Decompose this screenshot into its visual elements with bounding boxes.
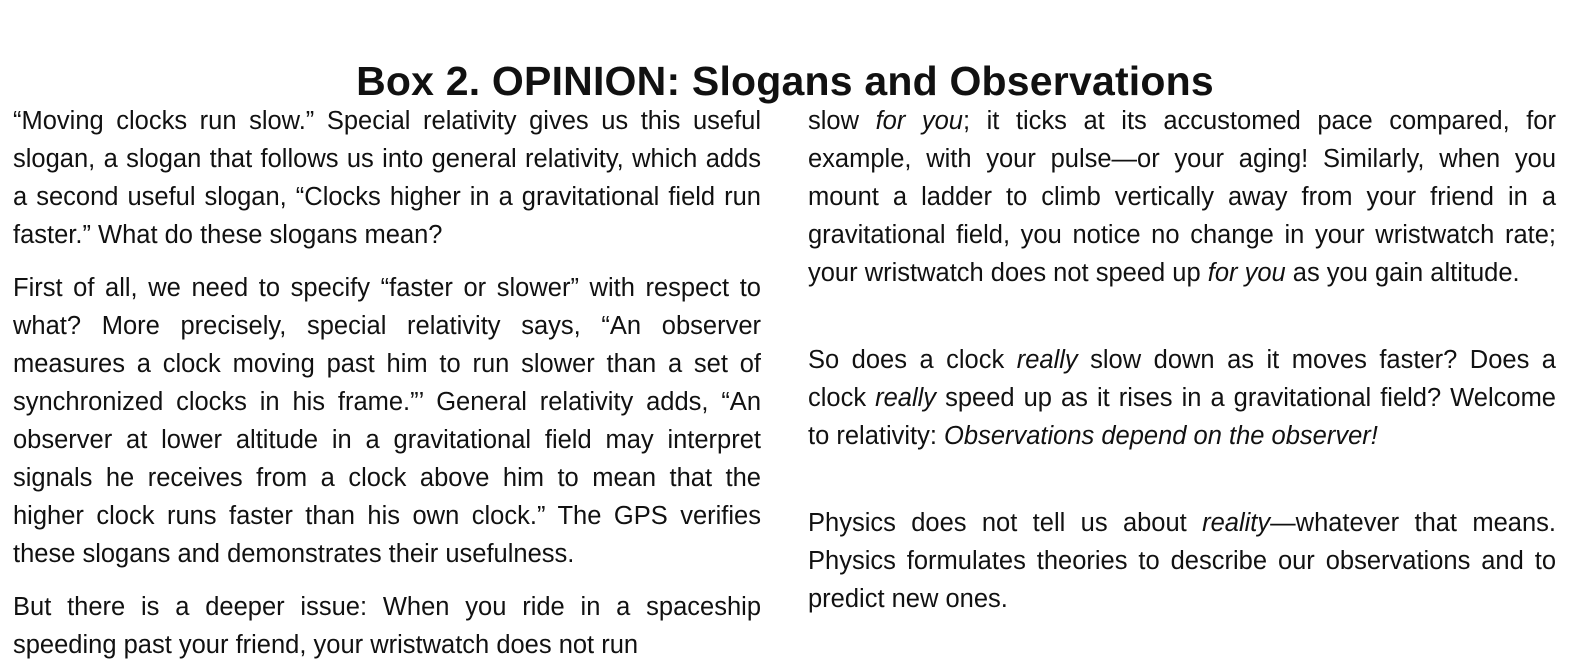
right-column bbox=[808, 102, 1556, 618]
paragraph-physics-reality bbox=[808, 504, 1556, 618]
emphasis-reality: reality bbox=[1202, 509, 1271, 537]
box-title: Box 2. OPINION: Slogans and Observations bbox=[356, 58, 1214, 105]
emphasis-for-you: for you bbox=[1207, 259, 1286, 287]
paragraph-slogans: “Moving clocks run slow.” Special relativity gives us this useful slogan, a slogan that follows us into general relativity, which adds a second useful slogan, “Clocks higher in a gravitational field run faster.” What do these slogans mean? bbox=[13, 107, 761, 249]
text-span: slow bbox=[808, 107, 876, 135]
text-span: as you gain altitude. bbox=[1285, 259, 1520, 287]
paragraph-faster-slower: First of all, we need to specify “faster or slower” with respect to what? More precisely, special relativity says, “An observer measures a clock moving past him to run slower than a set of synchronized clocks in his frame.”’ General relativity adds, “An observer at lower altitude in a gravitational field may interpret signals he receives from a clock above him to mean that the higher clock runs faster than his own clock.” The GPS verifies these slogans and demonstrates their usefulness. bbox=[13, 274, 761, 568]
emphasis-observations: Observations depend on the observer! bbox=[944, 422, 1378, 450]
left-column bbox=[13, 102, 761, 664]
emphasis-really: really bbox=[1016, 346, 1078, 374]
paragraph-deeper-issue: But there is a deeper issue: When you ride in a spaceship speeding past your friend, your wristwatch does not run bbox=[13, 593, 761, 659]
emphasis-for-you: for you bbox=[875, 107, 963, 135]
text-span: —whatever that means. Physics formulates theories to describe our observations and to predict new ones. bbox=[808, 509, 1557, 613]
text-span: So does a clock bbox=[808, 346, 1017, 374]
text-span: Physics does not tell us about bbox=[808, 509, 1203, 537]
text-span: ; it ticks at its accustomed pace compared, for example, with your pulse—or your aging! Similarly, when you mount a ladder to climb vertically away from your friend in a gravitational field, you notice no change in your wristwatch rate; your wristwatch does not speed up bbox=[808, 107, 1556, 287]
text-span: slow down as it moves faster? Does a clock bbox=[808, 346, 1556, 412]
text-span: speed up as it rises in a gravitational field? Welcome to relativity: bbox=[808, 384, 1556, 450]
emphasis-really: really bbox=[875, 384, 937, 412]
paragraph-wristwatch bbox=[808, 102, 1556, 292]
paragraph-really bbox=[808, 341, 1556, 455]
